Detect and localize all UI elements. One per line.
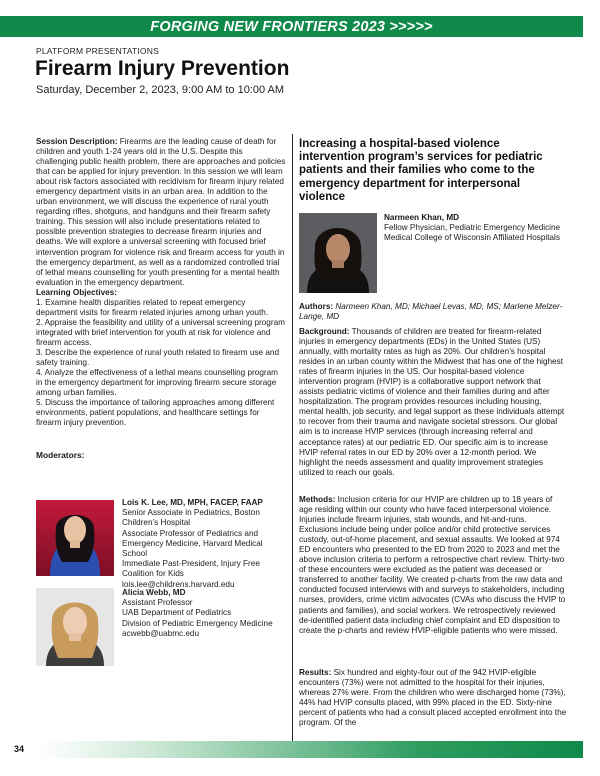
objective-item: 1. Examine health disparities related to repeat emergency department visits for firearm related injuries among urban youth. bbox=[36, 297, 269, 317]
moderator-line: Division of Pediatric Emergency Medicine bbox=[122, 618, 273, 628]
moderator-line: Assistant Professor bbox=[122, 598, 193, 608]
authors-label: Authors: bbox=[299, 302, 334, 311]
methods-text: Inclusion criteria for our HVIP are children up to 18 years of age residing within our county who have faced interpersonal violence. Injuries include firearm injuries, stab wounds, and hit-and-runs. Exclusions include being under police and/or child protective services custody, out-of-home placement, and sexual assaults. We looked at 974 ED encounters who presented to the ED from 2020 to 2023 and met the above inclusion criteria to perform a retrospective chart review. Thirty-two of these encounters were excluded as the patient was deceased or transferred to another facility. We created p-charts from the raw data and conducted focused interviews with and surveys to stakeholders, including nurses, providers, crime victim advocates (CVAs who discuss the HVIP to patients and families), and social workers. We retrospectively reviewed de-identified patient data including chief complaint and ED disposition to create the p-charts and review HVIP-eligible patients who were missed. bbox=[299, 495, 566, 635]
results-text: Six hundred and eighty-four out of the 942 HVIP-eligible encounters (73%) were not admitted to the hospital for their injuries, whereas 27% were. From the children who were discharged home (73%), 44% had HVIP consults placed, with 99% placed in the ED. Sixty-nine percent of patients who had a consult placed accepted enrollment into the program. Of the bbox=[299, 668, 567, 728]
moderator-name: Lois K. Lee, MD, MPH, FACEP, FAAP bbox=[122, 498, 263, 507]
presenter-line: Medical College of Wisconsin Affiliated Hospitals bbox=[384, 233, 560, 243]
moderator-email[interactable]: lois.lee@childrens.harvard.edu bbox=[122, 579, 235, 589]
moderator-photo-webb bbox=[36, 588, 114, 666]
session-info bbox=[36, 137, 286, 428]
authors bbox=[299, 302, 567, 322]
moderator-line: Immediate Past-President, Injury Free Coalition for Kids bbox=[122, 559, 260, 579]
presenter-photo-khan bbox=[299, 213, 377, 293]
footer-bar bbox=[40, 741, 583, 758]
results-label: Results: bbox=[299, 668, 332, 677]
moderator-name: Alicia Webb, MD bbox=[122, 588, 186, 597]
presenter-info bbox=[384, 213, 566, 243]
objectives-heading bbox=[36, 288, 286, 298]
header-banner bbox=[0, 16, 583, 37]
authors-text: Narmeen Khan, MD; Michael Levas, MD, MS; Marlene Melzer-Lange, MD bbox=[299, 302, 563, 322]
session-datetime: Saturday, December 2, 2023, 9:00 AM to 10:00 AM bbox=[36, 84, 285, 96]
methods-label: Methods: bbox=[299, 495, 336, 504]
background-label: Background: bbox=[299, 327, 350, 336]
section-label: PLATFORM PRESENTATIONS bbox=[36, 46, 159, 56]
background-text: Thousands of children are treated for firearm-related injuries in emergency departments (EDs) in the United States (US) annually, with mortality rates as high as 20%. Our children’s hospital resides in an urban county within the Midwest that has one of the highest rates of firearm injuries in the US. Our hospital-based violence intervention program (HVIP) is a collaborative support network that assists pediatric victims of violence and their families during and after hospitalization. The program provides resources including housing, mental health, job security, and legal support as these individuals attempt to recover from their trauma and navigate societal stressors. Our global aim is to increase HVIP services (through increasing referral and acceptance rates) at our pediatric ED. Our specific aim is to increase HVIP referral rates in our ED by 20% over a 12-month period. We highlight the needs assessment and quality improvement strategies utilized to reach our goals. bbox=[299, 327, 565, 477]
moderator-photo-lee bbox=[36, 500, 114, 576]
session-description bbox=[36, 137, 286, 288]
objective-item: 3. Describe the experience of rural youth related to firearm use and safety training. bbox=[36, 347, 280, 368]
presenter-name: Narmeen Khan, MD bbox=[384, 213, 460, 222]
background-section bbox=[299, 327, 567, 478]
moderator-line: UAB Department of Pediatrics bbox=[122, 608, 232, 618]
moderators-label: Moderators: bbox=[36, 450, 85, 460]
objective-item: 4. Analyze the effectiveness of a lethal means counselling program in the emergency department for improving firearm secure storage among urban families. bbox=[36, 368, 278, 398]
presenter-line: Fellow Physician, Pediatric Emergency Medicine bbox=[384, 223, 561, 233]
moderator-line: Senior Associate in Pediatrics, Boston Children’s Hospital bbox=[122, 508, 260, 528]
moderator-line: Associate Professor of Pediatrics and Emergency Medicine, Harvard Medical School bbox=[122, 528, 263, 559]
moderator-webb bbox=[122, 588, 282, 639]
objective-item: 5. Discuss the importance of tailoring approaches among different environments, patient populations, and healthcare settings for firearm injury prevention. bbox=[36, 398, 275, 428]
column-divider bbox=[292, 134, 293, 744]
methods-section bbox=[299, 495, 567, 636]
results-section bbox=[299, 668, 567, 728]
page-title: Firearm Injury Prevention bbox=[35, 57, 290, 80]
presentation-title: Increasing a hospital-based violence intervention program’s services for pediatric patients and their families who come to the emergency department for interpersonal violence bbox=[299, 138, 543, 203]
banner-text: FORGING NEW FRONTIERS 2023 >>>>> bbox=[150, 18, 433, 35]
description-text: Firearms are the leading cause of death for children and youth 1-24 years old in the U.S. Despite this challenging public health problem, there are approaches and policies that can be applied for injury prevention. In this session we will learn about risk factors associated with recidivism for firearm injury related emergency department visits in an urban area. In addition to the urban environment, we will discuss the experience of rural youth regarding rifles, shotguns, and handguns and their firearm safety training. This session will also include presentations related to possible prevention strategies to decrease firearm injuries and deaths. We will explore a universal screening with focused brief intervention program for violence risk and firearm access for youth in the emergency department, as well as a randomized controlled trial of lethal means counselling for youth presenting for a mental health evaluation in the emergency department. bbox=[36, 137, 286, 287]
objectives-label: Learning Objectives: bbox=[36, 287, 117, 297]
moderator-email[interactable]: acwebb@uabmc.edu bbox=[122, 628, 200, 638]
objective-item: 2. Appraise the feasibility and utility of a universal screening program integrated with brief intervention for youth at risk for violence and firearm access. bbox=[36, 317, 285, 347]
page-number: 34 bbox=[14, 744, 25, 754]
moderator-lee bbox=[122, 498, 282, 590]
description-label: Session Description: bbox=[36, 137, 118, 146]
